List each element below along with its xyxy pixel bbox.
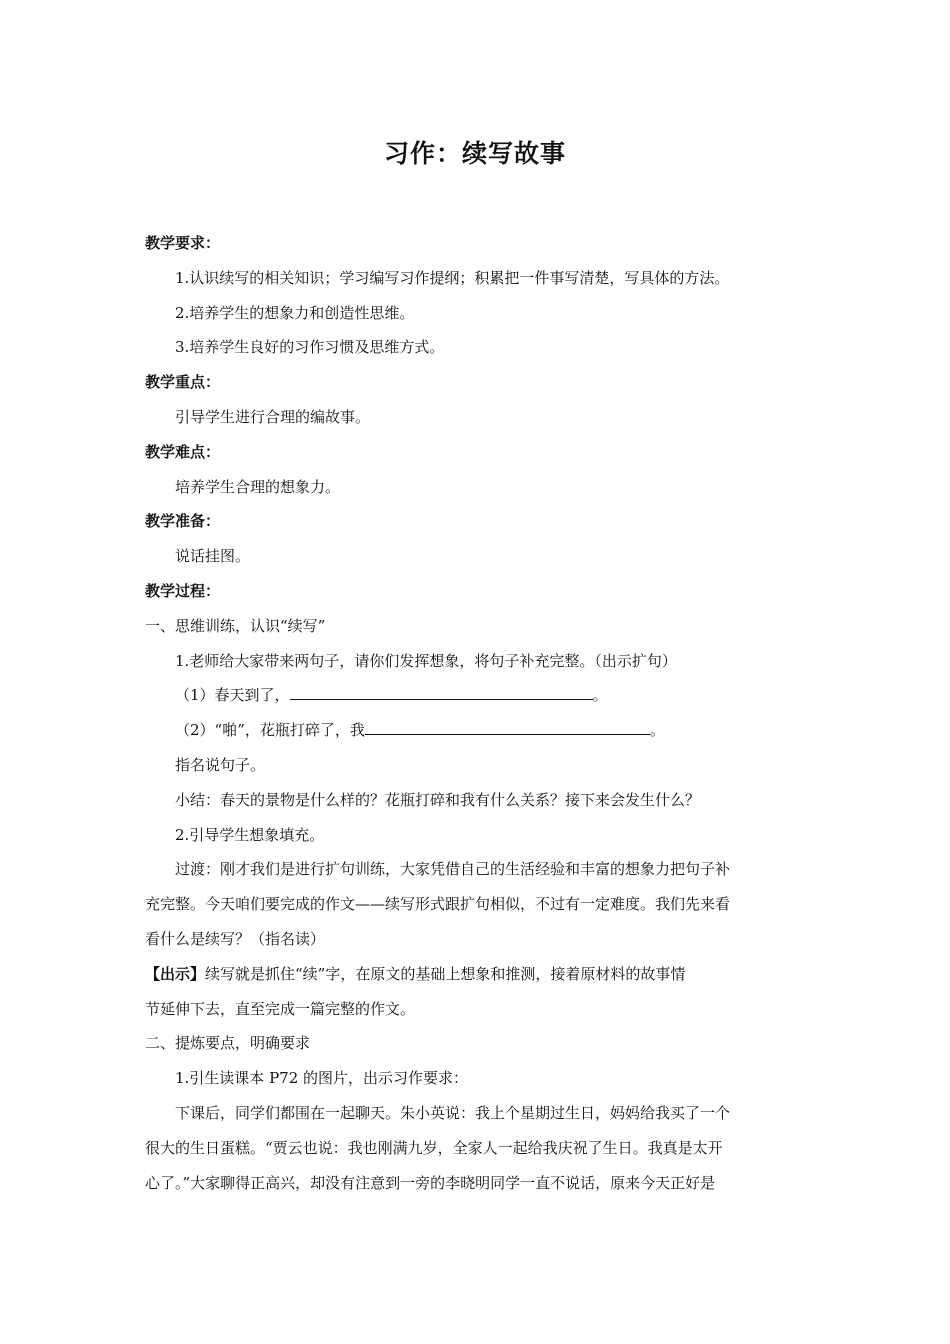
- show-label: 【出示】: [145, 964, 206, 983]
- step-text: 1.引生读课本 P72 的图片，出示习作要求：: [175, 1069, 469, 1088]
- transition-line: 过渡：刚才我们是进行扩句训练，大家凭借自己的生活经验和丰富的想象力把句子补: [175, 860, 731, 879]
- sentence-suffix: 。: [649, 721, 665, 740]
- key-point-text: 引导学生进行合理的编故事。: [175, 407, 371, 426]
- requirements-heading: 教学要求：: [145, 234, 221, 252]
- fill-sentence-2: [145, 713, 809, 748]
- show-text: 续写就是抓住“续”字，在原文的基础上想象和推测，接着原材料的故事情: [205, 964, 686, 983]
- page-title: 习作：续写故事: [383, 139, 566, 168]
- difficulty-text: 培养学生合理的想象力。: [175, 477, 341, 496]
- sentence-suffix: 。: [592, 686, 608, 705]
- summary-text: 小结：春天的景物是什么样的？花瓶打碎和我有什么关系？接下来会发生什么？: [175, 790, 701, 809]
- difficulty-heading: 教学难点：: [145, 442, 221, 461]
- step-text: 1.老师给大家带来两句子，请你们发挥想象，将句子补充完整。（出示扩句）: [175, 651, 677, 670]
- document-body: [145, 226, 809, 1200]
- fill-sentence-1: [145, 678, 809, 713]
- sentence-prefix: （2）“啪”，花瓶打碎了，我: [175, 721, 365, 740]
- show-paragraph-line: [145, 957, 809, 992]
- preparation-text: 说话挂图。: [175, 547, 251, 566]
- story-line: 很大的生日蛋糕。“贾云也说：我也刚满九岁，全家人一起给我庆祝了生日。我真是太开: [145, 1138, 723, 1157]
- requirement-item: 3.培养学生良好的习作习惯及思维方式。: [175, 338, 445, 357]
- section-title: 二、提炼要点，明确要求: [145, 1034, 311, 1053]
- show-paragraph-line: 节延伸下去，直至完成一篇完整的作文。: [145, 999, 416, 1018]
- fill-in-blank: [290, 681, 593, 700]
- preparation-heading: 教学准备：: [145, 512, 221, 531]
- transition-line: 看什么是续写？（指名读）: [145, 929, 326, 948]
- transition-line: 充完整。今天咱们要完成的作文——续写形式跟扩句相似，不过有一定难度。我们先来看: [145, 895, 731, 914]
- requirement-item: 2.培养学生的想象力和创造性思维。: [175, 303, 415, 322]
- call-on-text: 指名说句子。: [175, 755, 266, 774]
- story-line: 心了。”大家聊得正高兴，却没有注意到一旁的李晓明同学一直不说话，原来今天正好是: [145, 1173, 716, 1192]
- step-text: 2.引导学生想象填充。: [175, 825, 325, 844]
- sentence-prefix: （1）春天到了，: [175, 686, 290, 705]
- requirement-item: 1.认识续写的相关知识；学习编写习作提纲；积累把一件事写清楚，写具体的方法。: [175, 268, 730, 287]
- key-point-heading: 教学重点：: [145, 373, 221, 392]
- fill-in-blank: [365, 716, 650, 735]
- story-line: 下课后，同学们都围在一起聊天。朱小英说：我上个星期过生日，妈妈给我买了一个: [175, 1103, 731, 1122]
- section-title: 一、思维训练，认识“续写”: [145, 616, 326, 635]
- process-heading: 教学过程：: [145, 581, 221, 600]
